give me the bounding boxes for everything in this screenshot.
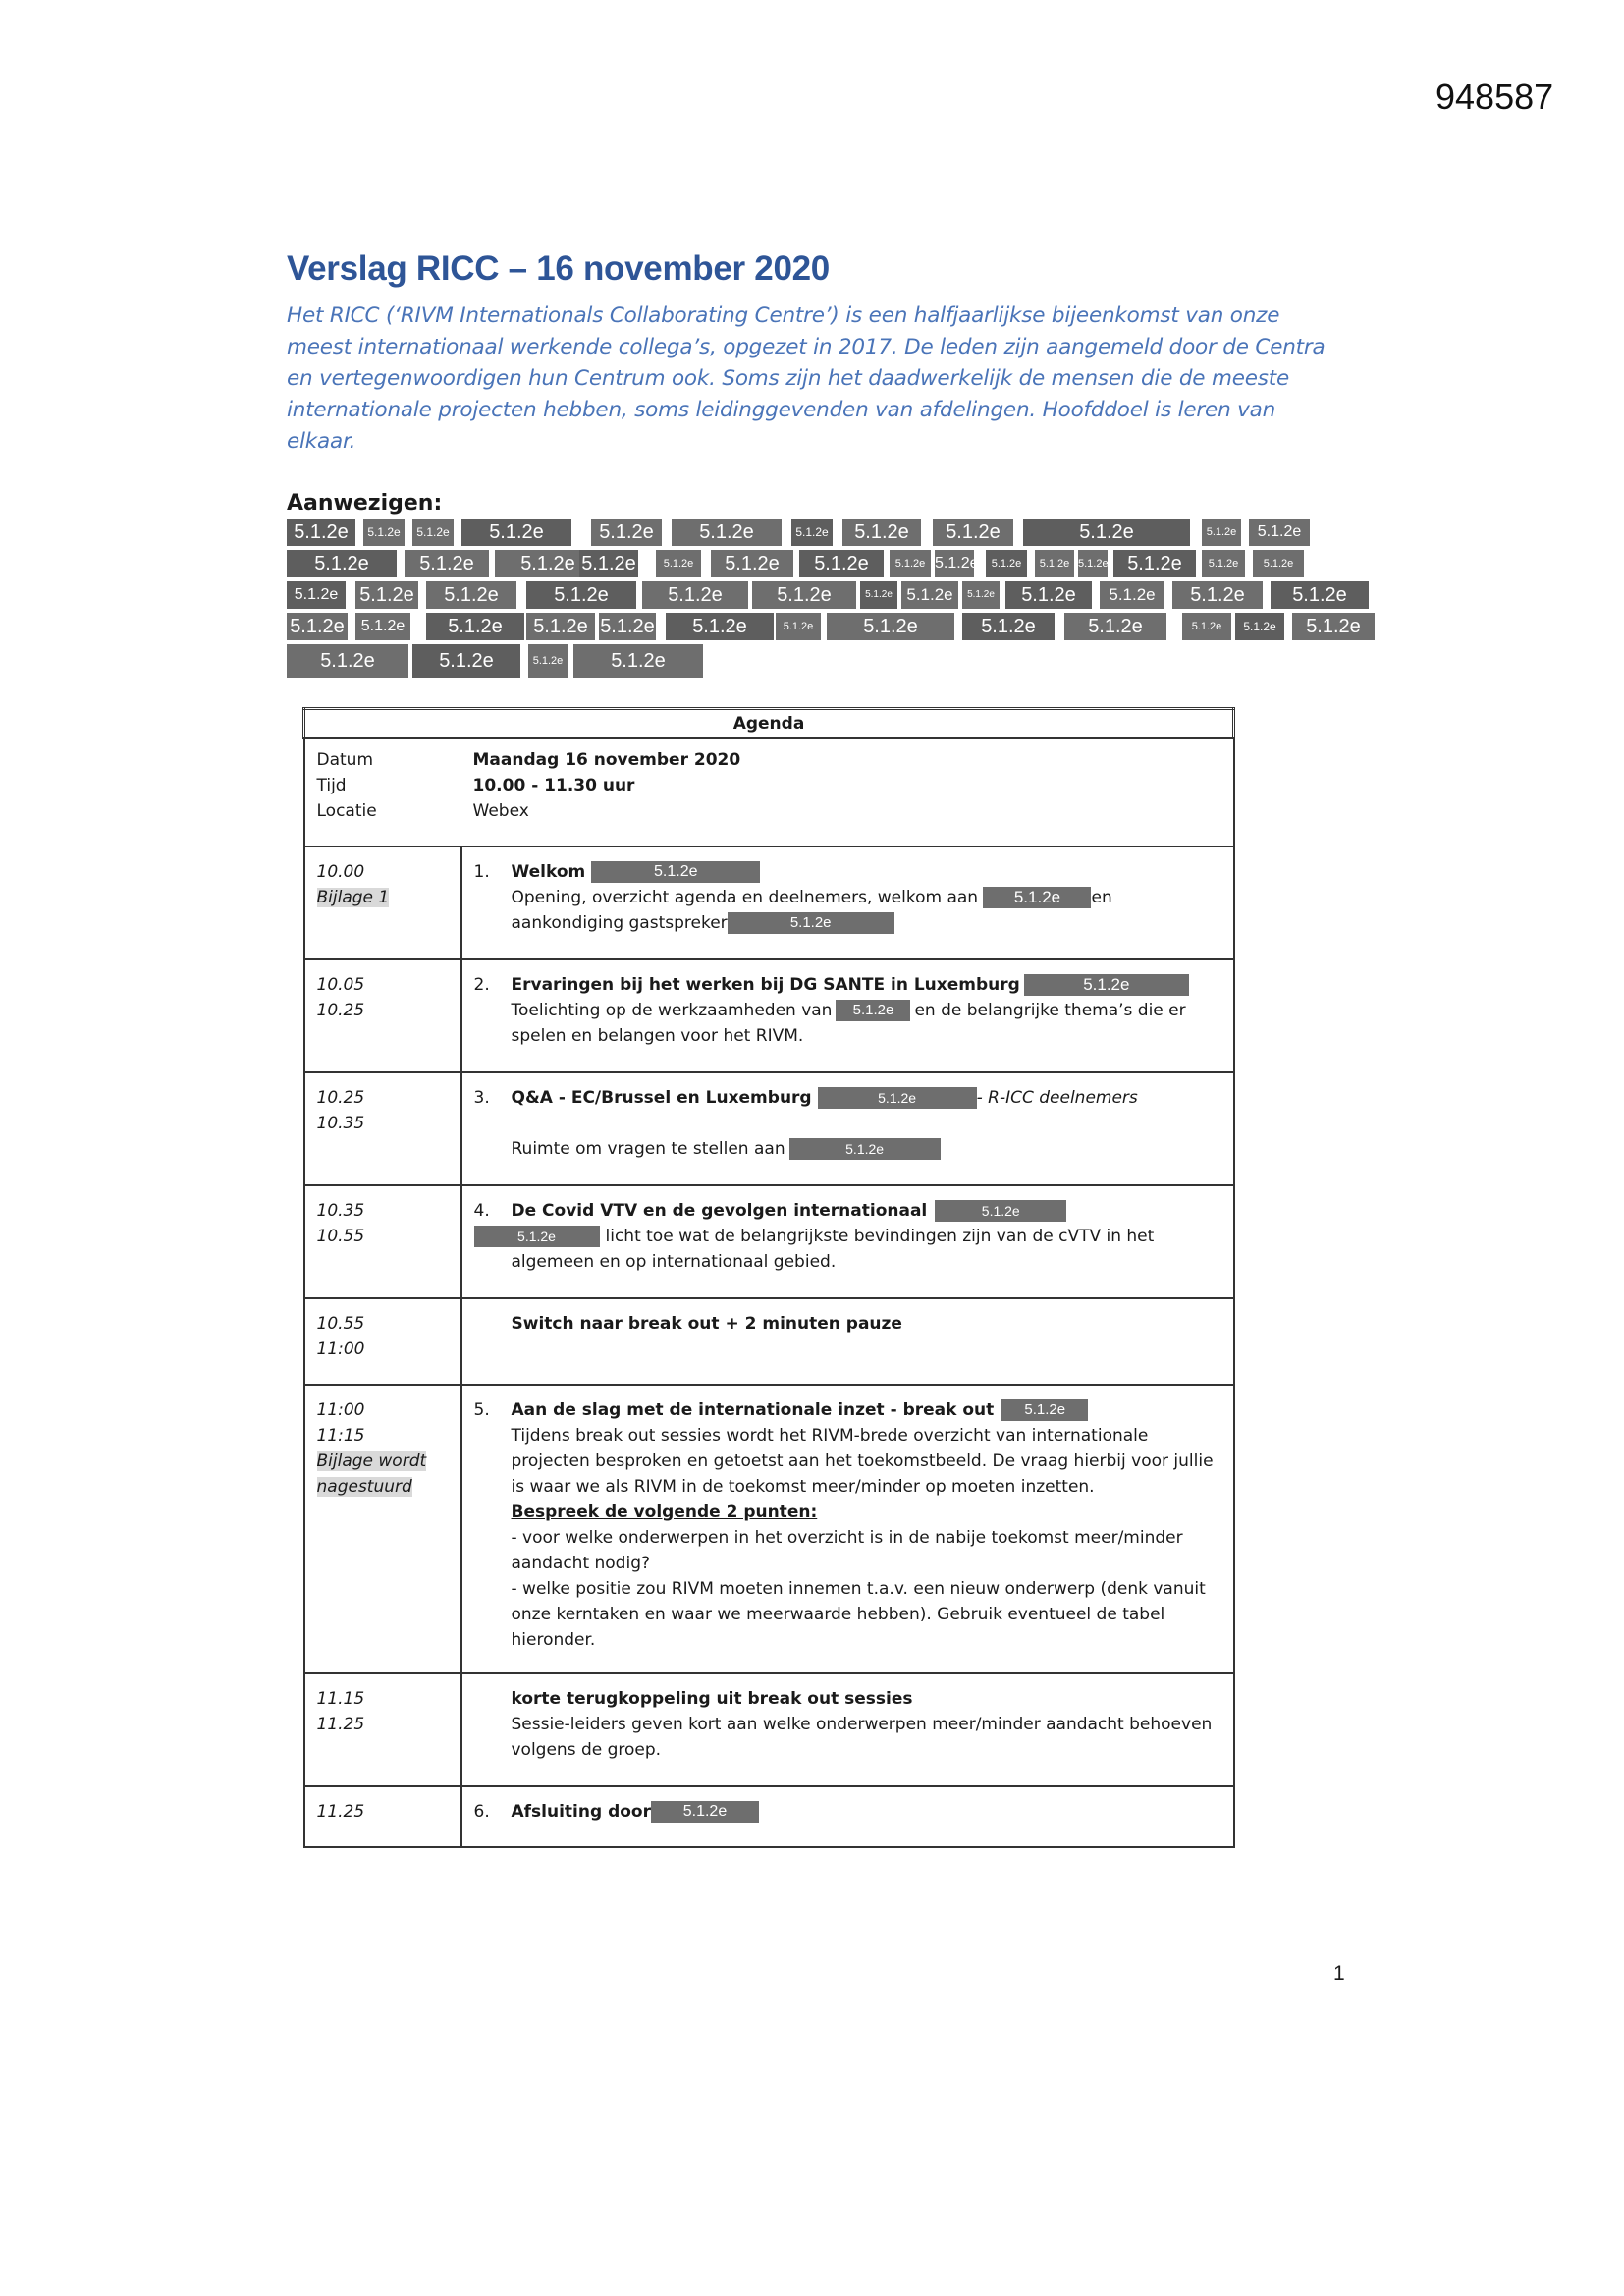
redacted-attendee: 5.1.2e bbox=[1235, 613, 1284, 640]
item-point: - voor welke onderwerpen in het overzicht is in de nabije toekomst meer/minder bbox=[511, 1528, 1183, 1548]
item-text: licht toe wat de belangrijkste bevindingen zijn van de cVTV in het bbox=[605, 1227, 1155, 1246]
redacted-attendee: 5.1.2e bbox=[528, 644, 568, 678]
value-datum: Maandag 16 november 2020 bbox=[472, 750, 741, 770]
item-subheading: Bespreek de volgende 2 punten: bbox=[511, 1503, 818, 1522]
redacted-attendee: 5.1.2e bbox=[1172, 581, 1263, 609]
item-title: Ervaringen bij het werken bij DG SANTE in Luxemburg bbox=[511, 975, 1020, 995]
row-time: 10.55 bbox=[316, 1314, 365, 1334]
redacted-attendee: 5.1.2e bbox=[287, 644, 408, 678]
attendees-heading: Aanwezigen: bbox=[287, 491, 443, 516]
item-suffix: - R-ICC deelnemers bbox=[976, 1088, 1138, 1108]
item-text: en de belangrijke thema’s die er bbox=[914, 1001, 1186, 1020]
redacted-attendee: 5.1.2e bbox=[355, 613, 410, 640]
row-time: 11.25 bbox=[316, 1715, 365, 1734]
row-time: 10.35 bbox=[316, 1201, 365, 1221]
item-text: en bbox=[1091, 888, 1112, 907]
attachment-label: Bijlage wordt bbox=[316, 1451, 427, 1471]
redacted-attendee: 5.1.2e bbox=[579, 550, 638, 577]
redacted-attendee: 5.1.2e bbox=[1035, 550, 1074, 577]
item-point: hieronder. bbox=[511, 1630, 596, 1650]
redaction: 5.1.2e bbox=[651, 1801, 759, 1823]
redacted-attendee: 5.1.2e bbox=[591, 519, 662, 546]
page-title: Verslag RICC – 16 november 2020 bbox=[287, 249, 830, 288]
redacted-attendee: 5.1.2e bbox=[363, 519, 405, 546]
item-text: Tijdens break out sessies wordt het RIVM-brede overzicht van internationale bbox=[511, 1426, 1149, 1446]
attachment-label: nagestuurd bbox=[316, 1477, 412, 1497]
row-time: 11:00 bbox=[316, 1339, 365, 1359]
redacted-attendee: 5.1.2e bbox=[890, 550, 931, 577]
label-datum: Datum bbox=[316, 750, 374, 770]
label-tijd: Tijd bbox=[316, 776, 347, 795]
item-text: algemeen en op internationaal gebied. bbox=[511, 1252, 837, 1272]
redacted-attendee: 5.1.2e bbox=[860, 581, 897, 609]
row-time: 10.00 bbox=[316, 862, 365, 882]
agenda-row-2 bbox=[304, 959, 1234, 1072]
redacted-attendee: 5.1.2e bbox=[599, 613, 656, 640]
redacted-attendee: 5.1.2e bbox=[1182, 613, 1231, 640]
value-tijd: 10.00 - 11.30 uur bbox=[472, 776, 635, 795]
redacted-attendee: 5.1.2e bbox=[711, 550, 793, 577]
agenda-header: Agenda bbox=[304, 709, 1234, 738]
item-number: 1. bbox=[473, 862, 490, 882]
redacted-attendee: 5.1.2e bbox=[287, 519, 355, 546]
item-title: Q&A - EC/Brussel en Luxemburg bbox=[511, 1088, 812, 1108]
redacted-attendee: 5.1.2e bbox=[405, 550, 489, 577]
agenda-row-1 bbox=[304, 847, 1234, 959]
redacted-attendee: 5.1.2e bbox=[791, 519, 833, 546]
redaction: 5.1.2e bbox=[818, 1087, 977, 1109]
redacted-attendee: 5.1.2e bbox=[1023, 519, 1190, 546]
label-locatie: Locatie bbox=[316, 801, 377, 821]
redacted-attendee: 5.1.2e bbox=[962, 581, 1000, 609]
item-title: korte terugkoppeling uit break out sessies bbox=[511, 1689, 913, 1709]
redacted-attendee: 5.1.2e bbox=[776, 613, 821, 640]
item-text: Ruimte om vragen te stellen aan bbox=[511, 1139, 785, 1159]
row-time: 10.35 bbox=[316, 1114, 365, 1133]
row-time: 10.25 bbox=[316, 1088, 365, 1108]
redaction: 5.1.2e bbox=[836, 1000, 910, 1021]
redaction: 5.1.2e bbox=[1001, 1399, 1088, 1421]
redacted-attendee: 5.1.2e bbox=[799, 550, 884, 577]
redaction: 5.1.2e bbox=[983, 887, 1091, 908]
row-time: 11.25 bbox=[316, 1802, 365, 1822]
redacted-attendee: 5.1.2e bbox=[986, 550, 1027, 577]
redacted-attendee: 5.1.2e bbox=[287, 581, 346, 609]
redacted-attendee: 5.1.2e bbox=[827, 613, 954, 640]
item-number: 6. bbox=[473, 1802, 490, 1822]
redacted-attendee: 5.1.2e bbox=[1202, 519, 1241, 546]
redacted-attendee: 5.1.2e bbox=[933, 519, 1013, 546]
row-time: 11:00 bbox=[316, 1400, 365, 1420]
redacted-attendee: 5.1.2e bbox=[1100, 581, 1164, 609]
redacted-attendee: 5.1.2e bbox=[526, 581, 636, 609]
item-text: Toelichting op de werkzaamheden van bbox=[511, 1001, 833, 1020]
redacted-attendee: 5.1.2e bbox=[935, 550, 974, 577]
redacted-attendee: 5.1.2e bbox=[287, 613, 348, 640]
item-text: aankondiging gastspreker bbox=[511, 913, 728, 933]
redacted-attendee: 5.1.2e bbox=[573, 644, 703, 678]
redacted-attendee: 5.1.2e bbox=[1078, 550, 1108, 577]
redacted-attendee: 5.1.2e bbox=[461, 519, 571, 546]
redaction: 5.1.2e bbox=[474, 1226, 600, 1247]
redacted-attendee: 5.1.2e bbox=[1202, 550, 1245, 577]
agenda-row-4 bbox=[304, 1185, 1234, 1298]
item-title: Aan de slag met de internationale inzet - break out bbox=[511, 1400, 995, 1420]
row-time: 10.25 bbox=[316, 1001, 365, 1020]
item-number: 2. bbox=[473, 975, 490, 995]
redaction: 5.1.2e bbox=[591, 861, 760, 883]
redaction: 5.1.2e bbox=[935, 1200, 1066, 1222]
item-title: Welkom bbox=[511, 862, 586, 882]
redaction: 5.1.2e bbox=[728, 912, 894, 934]
redacted-attendee: 5.1.2e bbox=[355, 581, 418, 609]
item-title: De Covid VTV en de gevolgen internationaal bbox=[511, 1201, 928, 1221]
agenda-row-3 bbox=[304, 1072, 1234, 1185]
item-text: spelen en belangen voor het RIVM. bbox=[511, 1026, 804, 1046]
row-time: 10.55 bbox=[316, 1227, 365, 1246]
agenda-row-feedback bbox=[304, 1673, 1234, 1786]
item-text: projecten besproken en getoetst aan het toekomstbeeld. De vraag hierbij voor jullie bbox=[511, 1451, 1214, 1471]
attachment-label: Bijlage 1 bbox=[316, 888, 390, 907]
agenda-row-6 bbox=[304, 1786, 1234, 1847]
redacted-attendee: 5.1.2e bbox=[1113, 550, 1196, 577]
redacted-attendee: 5.1.2e bbox=[412, 519, 454, 546]
redacted-attendee: 5.1.2e bbox=[412, 644, 520, 678]
redaction: 5.1.2e bbox=[1024, 974, 1189, 996]
item-text: volgens de groep. bbox=[511, 1740, 662, 1760]
item-text: Sessie-leiders geven kort aan welke onderwerpen meer/minder aandacht behoeven bbox=[511, 1715, 1213, 1734]
redacted-attendee: 5.1.2e bbox=[666, 613, 774, 640]
redacted-attendee: 5.1.2e bbox=[426, 581, 516, 609]
redacted-attendee: 5.1.2e bbox=[1005, 581, 1092, 609]
redacted-attendee: 5.1.2e bbox=[495, 550, 601, 577]
redacted-attendee: 5.1.2e bbox=[656, 550, 701, 577]
redacted-attendee: 5.1.2e bbox=[842, 519, 921, 546]
redacted-attendee: 5.1.2e bbox=[526, 613, 595, 640]
redacted-attendee: 5.1.2e bbox=[1253, 550, 1304, 577]
item-point: - welke positie zou RIVM moeten innemen t.a.v. een nieuw onderwerp (denk vanuit bbox=[511, 1579, 1206, 1599]
redaction: 5.1.2e bbox=[789, 1138, 941, 1160]
item-title: Switch naar break out + 2 minuten pauze bbox=[511, 1314, 902, 1334]
agenda-row-switch bbox=[304, 1298, 1234, 1385]
item-point: aandacht nodig? bbox=[511, 1554, 651, 1573]
redacted-attendee: 5.1.2e bbox=[962, 613, 1055, 640]
item-number: 3. bbox=[473, 1088, 490, 1108]
intro-paragraph: Het RICC (‘RIVM Internationals Collaborating Centre’) is een halfjaarlijkse bijeenkomst van onze meest internationaal werkende collega’s, opgezet in 2017. De leden zijn aangemeld door de Centra en vertegenwoordigen hun Centrum ook. Soms zijn het daadwerkelijk de mensen die de meeste internationale projecten hebben, soms leidinggevenden van afdelingen. Hoofddoel is leren van elkaar. bbox=[287, 303, 1326, 454]
item-text: is waar we als RIVM in de toekomst meer/minder op moeten inzetten. bbox=[511, 1477, 1095, 1497]
redacted-attendee: 5.1.2e bbox=[1292, 613, 1375, 640]
item-number: 5. bbox=[473, 1400, 490, 1420]
redacted-attendee: 5.1.2e bbox=[1249, 519, 1310, 546]
row-time: 11.15 bbox=[316, 1689, 365, 1709]
agenda-info bbox=[304, 738, 1234, 847]
row-time: 10.05 bbox=[316, 975, 365, 995]
redacted-attendee: 5.1.2e bbox=[642, 581, 748, 609]
item-point: onze kerntaken en waar we meerwaarde hebben). Gebruik eventueel de tabel bbox=[511, 1605, 1165, 1624]
redacted-attendee: 5.1.2e bbox=[426, 613, 524, 640]
agenda-table bbox=[302, 707, 1235, 1848]
redacted-attendee: 5.1.2e bbox=[1271, 581, 1369, 609]
redacted-attendee: 5.1.2e bbox=[1064, 613, 1166, 640]
item-text: Opening, overzicht agenda en deelnemers, welkom aan bbox=[511, 888, 979, 907]
document-number: 948587 bbox=[1435, 77, 1554, 117]
agenda-row-5 bbox=[304, 1385, 1234, 1673]
redacted-attendee: 5.1.2e bbox=[287, 550, 397, 577]
value-locatie: Webex bbox=[472, 801, 529, 821]
item-title: Afsluiting door bbox=[511, 1802, 651, 1822]
page-number: 1 bbox=[1333, 1962, 1345, 1985]
redacted-attendee: 5.1.2e bbox=[672, 519, 782, 546]
item-number: 4. bbox=[473, 1201, 490, 1221]
redacted-attendee: 5.1.2e bbox=[752, 581, 856, 609]
row-time: 11:15 bbox=[316, 1426, 365, 1446]
attendees-redacted-list bbox=[287, 519, 1361, 678]
redacted-attendee: 5.1.2e bbox=[901, 581, 958, 609]
